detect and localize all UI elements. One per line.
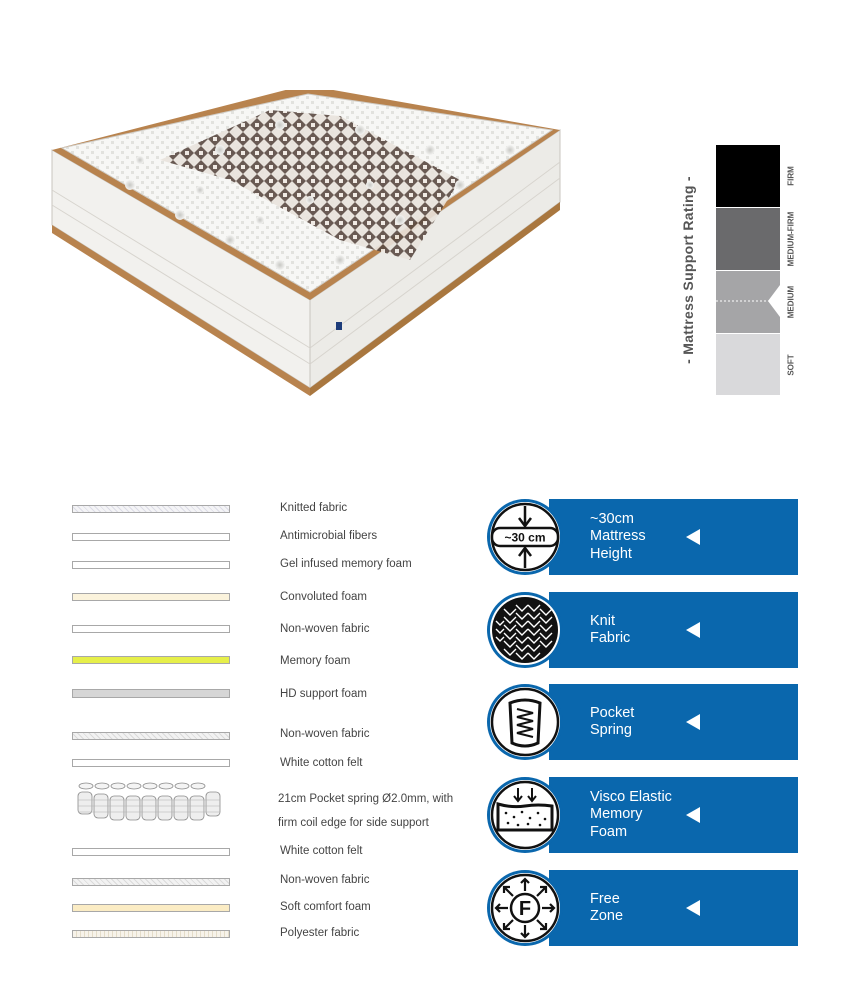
feature-free-zone	[487, 870, 798, 946]
feature-knit-fabric	[487, 592, 798, 668]
feature-line: Visco Elastic	[590, 788, 672, 805]
layer-swatch-hd-support-foam	[72, 689, 230, 698]
arrow-left-icon	[686, 807, 700, 823]
rating-firm-block	[716, 145, 780, 207]
feature-line: Memory	[590, 806, 643, 823]
feature-line: ~30cm	[590, 510, 634, 527]
layer-label: Polyester fabric	[280, 927, 360, 939]
layer-swatch-gel-memory-foam	[72, 561, 230, 569]
rating-label-soft: SOFT	[786, 353, 796, 376]
layer-label: firm coil edge for side support	[278, 817, 429, 829]
feature-circle	[487, 499, 563, 575]
arrow-left-icon	[686, 900, 700, 916]
layer-swatch-white-cotton-felt	[72, 848, 230, 856]
feature-line: Free	[590, 890, 620, 907]
feature-circle	[487, 684, 563, 760]
layer-label: 21cm Pocket spring Ø2.0mm, with	[278, 793, 454, 805]
rating-label-medium: MEDIUM	[786, 285, 796, 319]
feature-line: Zone	[590, 908, 624, 924]
rating-medium-block	[716, 271, 780, 333]
arrow-left-icon	[686, 622, 700, 638]
layer-swatch-non-woven-fabric	[72, 625, 230, 633]
layer-label: White cotton felt	[280, 845, 363, 857]
height-icon-text: ~30 cm	[504, 530, 546, 545]
layer-swatch-non-woven-fabric	[72, 732, 230, 740]
layer-swatch-knitted-fabric	[72, 505, 230, 513]
rating-medium-firm-block	[716, 208, 780, 270]
knit-fabric-icon	[490, 595, 560, 665]
feature-line: Fabric	[590, 630, 631, 646]
layer-swatch-white-cotton-felt	[72, 759, 230, 767]
layer-swatch-convoluted-foam	[72, 593, 230, 601]
layer-label: Convoluted foam	[280, 591, 367, 603]
free-zone-icon	[490, 873, 560, 943]
layer-label: Non-woven fabric	[280, 728, 370, 740]
feature-circle	[487, 777, 563, 853]
layer-swatch-polyester-fabric	[72, 930, 230, 938]
pocket-spring-illustration	[74, 778, 234, 826]
feature-line: Pocket	[590, 704, 635, 721]
free-zone-icon-letter: F	[518, 898, 532, 920]
support-rating-title: - Mattress Support Rating -	[680, 176, 696, 364]
memory-foam-icon	[490, 780, 560, 850]
layer-label: Non-woven fabric	[280, 623, 370, 635]
layer-label: Non-woven fabric	[280, 874, 370, 886]
feature-line: Foam	[590, 823, 628, 840]
feature-memory-foam	[487, 777, 798, 853]
height-30cm-icon	[490, 502, 560, 572]
feature-circle	[487, 870, 563, 946]
layer-label: Gel infused memory foam	[280, 558, 412, 570]
layer-label: Soft comfort foam	[280, 901, 371, 913]
feature-line: Spring	[590, 722, 632, 738]
feature-mattress-height	[487, 499, 798, 575]
layer-swatch-memory-foam	[72, 656, 230, 664]
feature-line: Knit	[590, 612, 615, 629]
feature-line: Height	[590, 545, 632, 562]
pocket-spring-icon	[490, 687, 560, 757]
arrow-left-icon	[686, 529, 700, 545]
rating-soft-block	[716, 334, 780, 395]
layer-label: Antimicrobial fibers	[280, 530, 378, 542]
layer-swatch-antimicrobial-fibers	[72, 533, 230, 541]
mattress-image	[40, 90, 600, 420]
rating-label-medium-firm: MEDIUM-FIRM	[786, 211, 796, 267]
layer-label: White cotton felt	[280, 757, 363, 769]
feature-pocket-spring	[487, 684, 798, 760]
layer-label: Memory foam	[280, 655, 351, 667]
feature-circle	[487, 592, 563, 668]
layer-swatch-non-woven-fabric	[72, 878, 230, 886]
feature-line: Mattress	[590, 528, 646, 545]
layer-label: HD support foam	[280, 688, 367, 700]
arrow-left-icon	[686, 714, 700, 730]
layer-swatch-soft-comfort-foam	[72, 904, 230, 912]
rating-label-firm: FIRM	[786, 166, 796, 186]
layer-label: Knitted fabric	[280, 502, 348, 514]
